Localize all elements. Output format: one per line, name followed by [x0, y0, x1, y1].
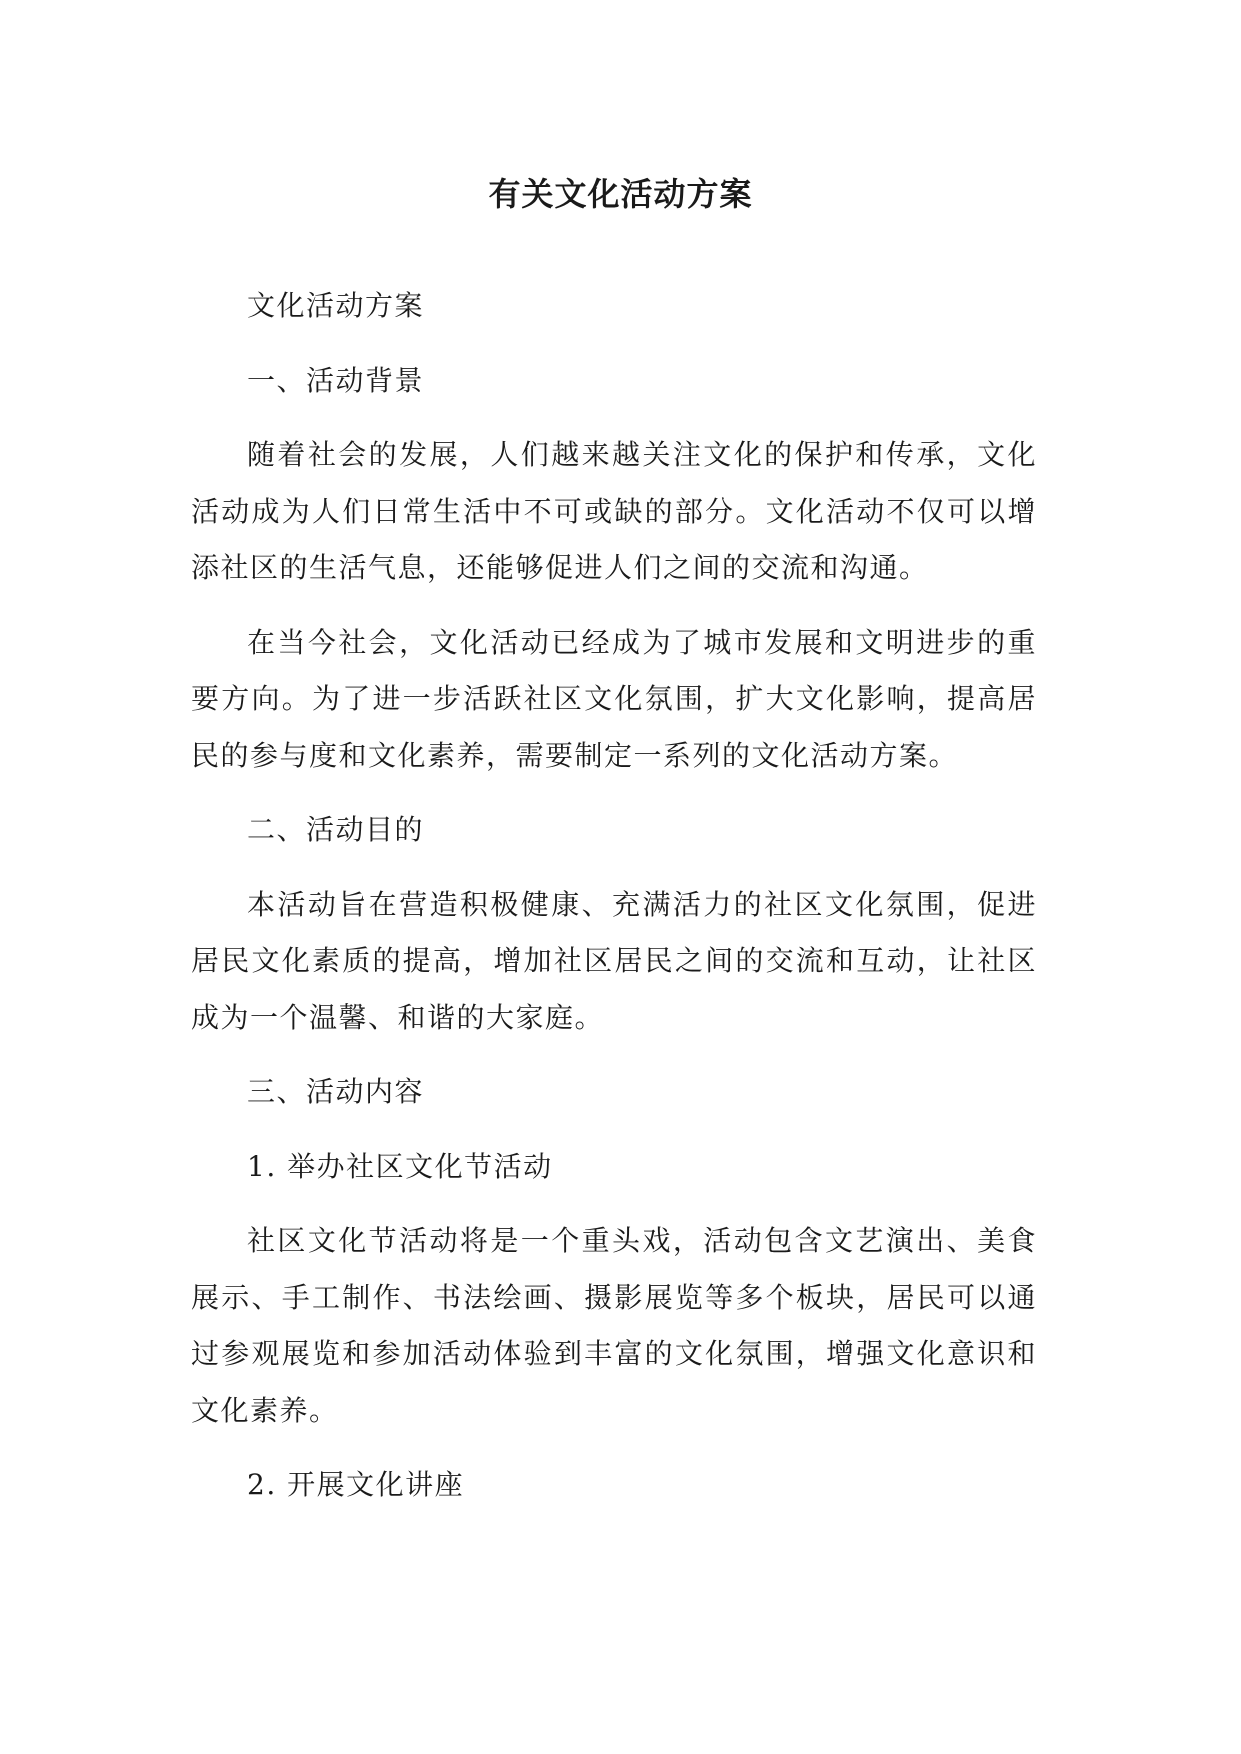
paragraph-background-1: 随着社会的发展，人们越来越关注文化的保护和传承，文化活动成为人们日常生活中不可或缺的部分。文化活动不仅可以增添社区的生活气息，还能够促进人们之间的交流和沟通。 [191, 438, 1037, 584]
document-body [191, 278, 1037, 1514]
subheading-culture-lecture: 2. 开展文化讲座 [247, 1468, 465, 1501]
paragraph-background-2: 在当今社会，文化活动已经成为了城市发展和文明进步的重要方向。为了进一步活跃社区文化氛围，扩大文化影响，提高居民的参与度和文化素养，需要制定一系列的文化活动方案。 [191, 625, 1037, 772]
paragraph-heading-plan: 文化活动方案 [247, 289, 425, 322]
section-heading-purpose: 二、活动目的 [247, 813, 425, 846]
section-heading-background: 一、活动背景 [247, 363, 425, 397]
subheading-culture-festival: 1. 举办社区文化节活动 [247, 1149, 553, 1183]
paragraph-purpose: 本活动旨在营造积极健康、充满活力的社区文化氛围，促进居民文化素质的提高，增加社区居民之间的交流和互动，让社区成为一个温馨、和谐的大家庭。 [191, 887, 1037, 1034]
paragraph-culture-festival: 社区文化节活动将是一个重头戏，活动包含文艺演出、美食展示、手工制作、书法绘画、摄影展览等多个板块，居民可以通过参观展览和参加活动体验到丰富的文化氛围，增强文化意识和文化素养。 [191, 1224, 1037, 1427]
section-heading-content: 三、活动内容 [247, 1075, 425, 1108]
document-title: 有关文化活动方案 [488, 175, 753, 213]
